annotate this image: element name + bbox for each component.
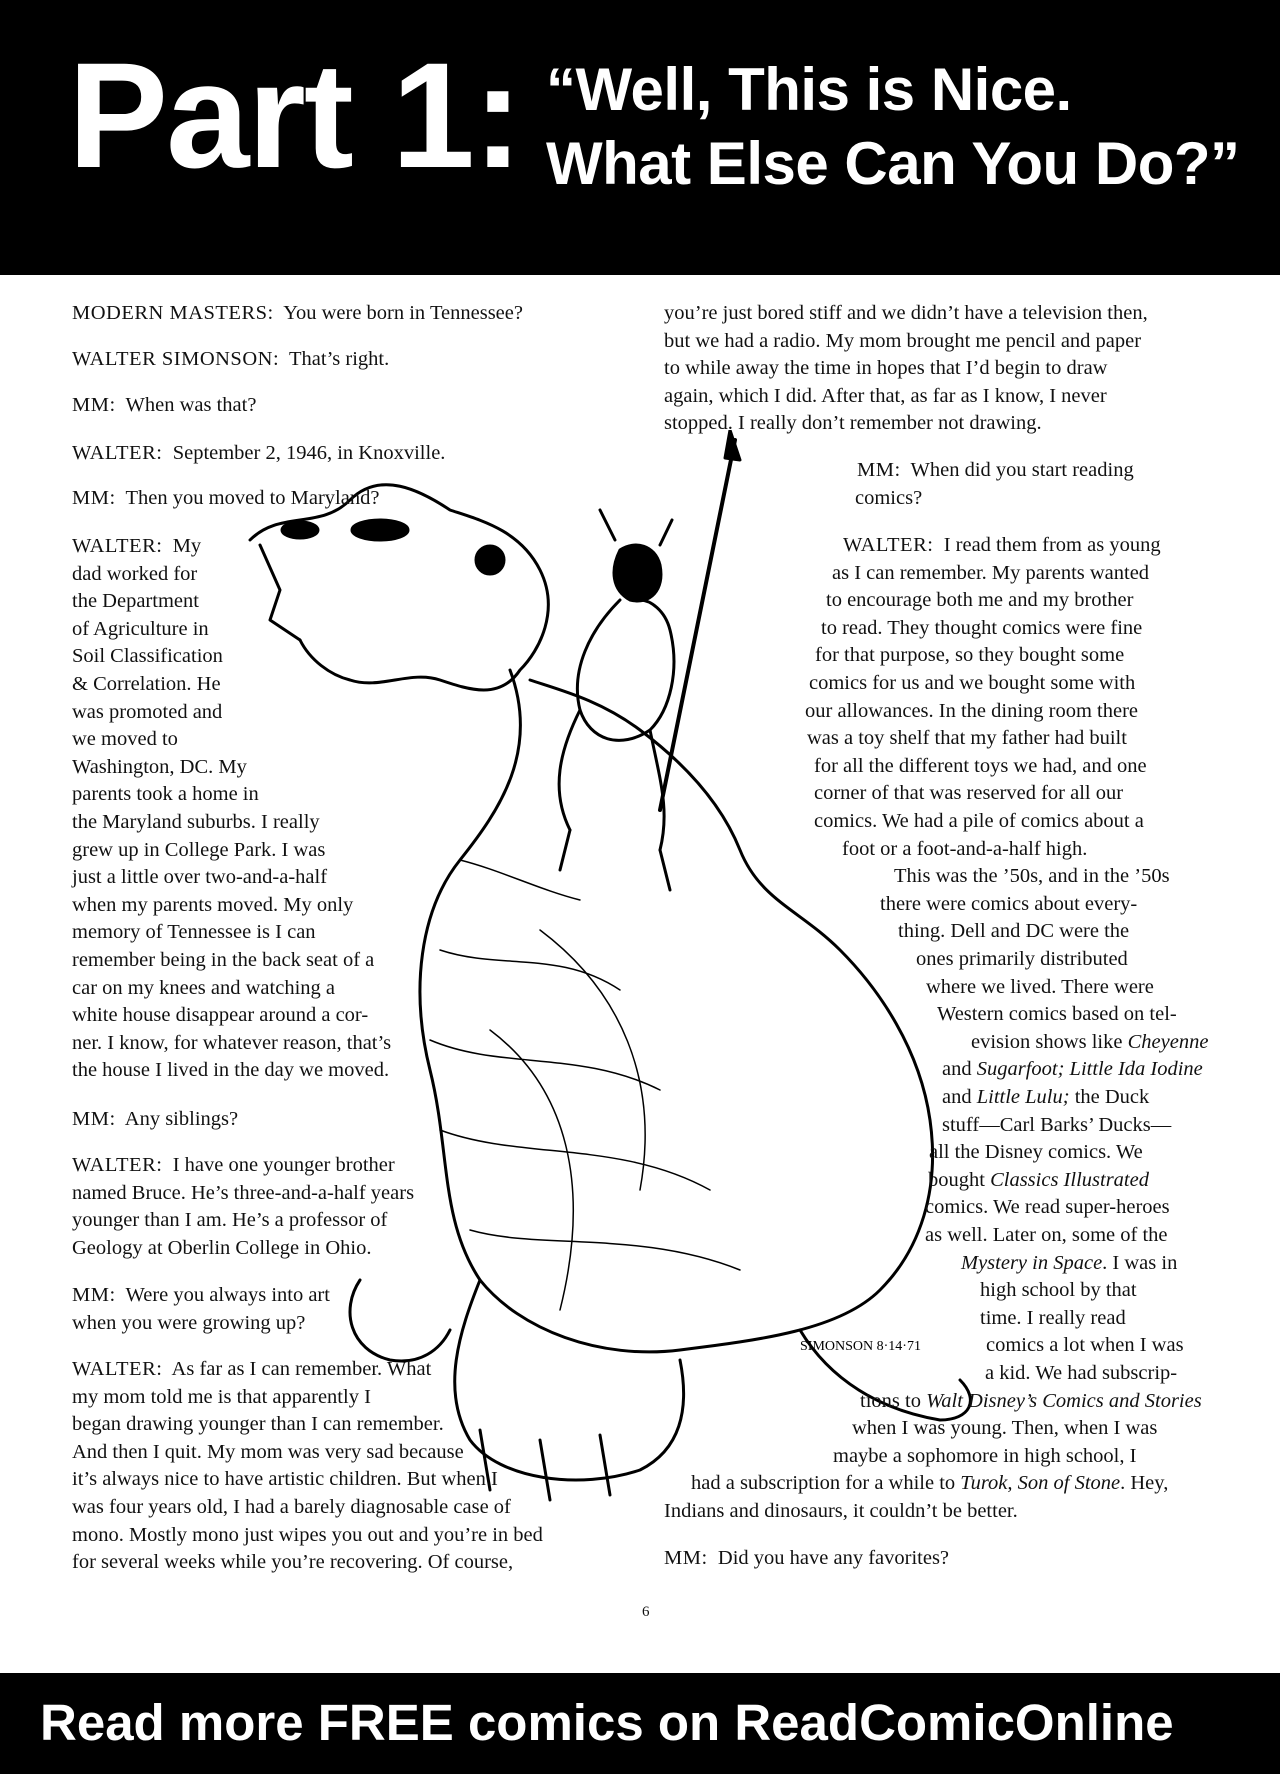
text-line xyxy=(72,1106,238,1133)
text-segment: and xyxy=(942,1058,977,1081)
text-line xyxy=(814,808,1144,835)
text-line xyxy=(72,1549,513,1576)
text-segment: and xyxy=(942,1086,977,1108)
text-segment: but we had a radio. My mom brought me pencil and paper xyxy=(664,329,1142,352)
text-segment: bought xyxy=(928,1168,991,1191)
text-segment: memory of Tennessee is I can xyxy=(72,921,316,944)
text-line xyxy=(843,532,1161,559)
text-segment: & Correlation. He xyxy=(72,673,221,695)
text-segment: stopped. I really don’t remember not drawing. xyxy=(664,412,1042,435)
page-number: 6 xyxy=(642,1604,650,1620)
text-line xyxy=(72,837,325,864)
text-line xyxy=(72,588,199,615)
text-segment: when my parents moved. My only xyxy=(72,893,354,916)
text-segment: car on my knees and watching a xyxy=(72,976,335,999)
text-line xyxy=(72,1411,444,1438)
text-segment: comics for us and we bought some with xyxy=(809,672,1136,694)
speaker-label: WALTER: xyxy=(72,535,163,557)
text-segment: Were you always into art xyxy=(115,1284,330,1306)
text-line xyxy=(986,1332,1184,1359)
italic-title: Cheyenne xyxy=(1127,1030,1209,1053)
speaker-label: WALTER: xyxy=(843,534,934,556)
text-segment: named Bruce. He’s three-and-a-half years xyxy=(72,1181,415,1204)
text-segment: the Maryland suburbs. I really xyxy=(72,811,320,833)
text-line xyxy=(942,1112,1171,1139)
text-segment: the Duck xyxy=(1069,1086,1150,1108)
text-segment: I read them from as young xyxy=(933,534,1161,556)
text-segment: As far as I can remember. What xyxy=(162,1358,432,1380)
text-line xyxy=(72,533,201,560)
text-line xyxy=(72,1152,395,1179)
text-segment: time. I really read xyxy=(980,1306,1126,1329)
text-line xyxy=(880,891,1137,918)
text-line xyxy=(916,946,1128,973)
text-line xyxy=(72,1282,330,1309)
text-segment: when you were growing up? xyxy=(72,1311,306,1334)
speaker-label: MM: xyxy=(857,459,901,481)
speaker-label: MODERN MASTERS: xyxy=(72,302,274,324)
text-line xyxy=(72,975,335,1002)
text-segment: white house disappear around a cor- xyxy=(72,1004,369,1027)
text-segment: high school by that xyxy=(980,1279,1137,1302)
text-segment: remember being in the back seat of a xyxy=(72,949,375,971)
italic-title: Turok, Son of Stone xyxy=(960,1472,1121,1495)
text-line xyxy=(72,1310,305,1337)
text-line xyxy=(72,1207,387,1234)
text-segment: corner of that was reserved for all our xyxy=(814,782,1124,805)
text-line xyxy=(985,1360,1177,1387)
text-segment: Geology at Oberlin College in Ohio. xyxy=(72,1236,372,1259)
text-line xyxy=(664,1498,1018,1525)
text-segment: for that purpose, so they bought some xyxy=(815,644,1125,667)
text-line xyxy=(961,1250,1177,1277)
text-segment: comics a lot when I was xyxy=(986,1334,1184,1357)
text-line xyxy=(971,1029,1208,1056)
text-segment: Western comics based on tel- xyxy=(937,1003,1177,1026)
text-line xyxy=(72,781,259,808)
text-line xyxy=(894,863,1170,890)
speaker-label: WALTER SIMONSON: xyxy=(72,348,280,370)
text-line xyxy=(72,616,209,643)
text-segment: When did you start reading xyxy=(900,459,1134,481)
text-segment: mono. Mostly mono just wipes you out and you’re in bed xyxy=(72,1523,543,1546)
text-line xyxy=(929,1139,1143,1166)
text-line xyxy=(805,698,1138,725)
artist-signature: SIMONSON 8·14·71 xyxy=(800,1339,921,1354)
speaker-label: MM: xyxy=(664,1547,708,1569)
italic-title: Little Lulu; xyxy=(976,1086,1070,1108)
text-segment: we moved to xyxy=(72,728,178,751)
text-segment: This was the ’50s, and in the ’50s xyxy=(894,865,1170,888)
text-line xyxy=(72,1356,431,1383)
text-segment: our allowances. In the dining room there xyxy=(805,699,1139,722)
text-segment: when I was young. Then, when I was xyxy=(852,1417,1158,1440)
text-segment: my mom told me is that apparently I xyxy=(72,1385,371,1408)
text-line xyxy=(832,560,1149,587)
text-segment: thing. Dell and DC were the xyxy=(898,920,1130,943)
text-line xyxy=(937,1001,1177,1028)
text-segment: again, which I did. After that, as far as I know, I never xyxy=(664,384,1107,407)
text-segment: Indians and dinosaurs, it couldn’t be better. xyxy=(664,1500,1018,1522)
text-line xyxy=(72,485,379,512)
text-line xyxy=(925,1194,1170,1221)
speaker-label: MM: xyxy=(72,1108,116,1130)
text-line xyxy=(814,753,1147,780)
text-segment: evision shows like xyxy=(971,1030,1128,1053)
text-line xyxy=(72,699,222,726)
text-line xyxy=(942,1056,1203,1083)
speaker-label: MM: xyxy=(72,487,116,509)
text-segment: younger than I am. He’s a professor of xyxy=(72,1209,388,1232)
text-segment: And then I quit. My mom was very sad because xyxy=(72,1440,464,1463)
text-line xyxy=(72,892,353,919)
speaker-label: WALTER: xyxy=(72,1154,163,1176)
text-line xyxy=(72,1235,371,1262)
part-label: Part 1: xyxy=(68,31,521,199)
text-line xyxy=(826,587,1133,614)
text-segment: Soil Classification xyxy=(72,645,223,668)
text-segment: ones primarily distributed xyxy=(916,948,1128,970)
text-segment: I have one younger brother xyxy=(162,1154,395,1176)
text-line xyxy=(72,754,247,781)
text-segment: was promoted and xyxy=(72,700,223,723)
text-line xyxy=(857,457,1134,484)
text-segment: the house I lived in the day we moved. xyxy=(72,1059,390,1082)
speaker-label: WALTER: xyxy=(72,442,163,464)
italic-title: Mystery in Space xyxy=(961,1251,1103,1274)
text-segment: comics? xyxy=(855,486,923,509)
text-line xyxy=(691,1470,1168,1497)
text-segment: When was that? xyxy=(115,394,257,416)
text-segment: comics. We read super-heroes xyxy=(925,1196,1170,1219)
text-segment: Did you have any favorites? xyxy=(707,1547,950,1569)
text-line xyxy=(72,440,445,467)
text-segment: as I can remember. My parents wanted xyxy=(832,561,1150,584)
italic-title: Walt Disney’s Comics and Stories xyxy=(926,1389,1202,1412)
text-segment: was a toy shelf that my father had built xyxy=(807,727,1127,750)
text-segment: a kid. We had subscrip- xyxy=(985,1362,1178,1384)
text-line xyxy=(664,328,1141,355)
text-line xyxy=(72,1522,543,1549)
text-line xyxy=(72,1439,464,1466)
chapter-subtitle-line1: “Well, This is Nice. xyxy=(546,56,1072,123)
text-line xyxy=(898,918,1129,945)
text-segment: maybe a sophomore in high school, I xyxy=(833,1444,1137,1467)
text-line xyxy=(928,1167,1149,1194)
text-line xyxy=(72,1466,498,1493)
text-line xyxy=(72,300,523,327)
text-line xyxy=(72,726,178,753)
text-line xyxy=(942,1084,1149,1111)
text-line xyxy=(72,947,374,974)
text-segment: grew up in College Park. I was xyxy=(72,838,326,861)
chapter-subtitle-line2: What Else Can You Do?” xyxy=(546,130,1240,197)
text-line xyxy=(72,809,320,836)
text-line xyxy=(821,615,1142,642)
text-segment: . I was in xyxy=(1102,1251,1178,1274)
text-segment: September 2, 1946, in Knoxville. xyxy=(162,442,446,464)
promo-footer-text: Read more FREE comics on ReadComicOnline xyxy=(40,1694,1174,1751)
text-segment: to encourage both me and my brother xyxy=(826,589,1134,612)
text-line xyxy=(72,561,197,588)
text-segment: Then you moved to Maryland? xyxy=(115,487,380,509)
text-line xyxy=(72,1002,368,1029)
text-segment: began drawing younger than I can remember. xyxy=(72,1413,444,1436)
text-segment: of Agriculture in xyxy=(72,617,209,640)
text-segment: just a little over two-and-a-half xyxy=(72,866,328,889)
text-line xyxy=(833,1443,1136,1470)
text-line xyxy=(72,919,316,946)
text-line xyxy=(807,725,1127,752)
text-segment: Any siblings? xyxy=(115,1108,239,1130)
text-segment: dad worked for xyxy=(72,562,198,585)
text-line xyxy=(814,780,1123,807)
text-segment: comics. We had a pile of comics about a xyxy=(814,810,1144,832)
text-line xyxy=(980,1277,1137,1304)
text-line xyxy=(860,1388,1202,1415)
text-line xyxy=(72,643,223,670)
text-line xyxy=(72,864,327,891)
text-line xyxy=(664,1545,949,1572)
text-line xyxy=(809,670,1135,697)
text-segment: the Department xyxy=(72,590,199,613)
text-segment: parents took a home in xyxy=(72,783,259,806)
text-segment: as well. Later on, some of the xyxy=(925,1224,1168,1246)
text-segment: My xyxy=(162,535,202,557)
text-line xyxy=(72,1057,389,1084)
italic-title: Sugarfoot; Little Ida Iodine xyxy=(976,1058,1203,1081)
speaker-label: WALTER: xyxy=(72,1358,163,1380)
text-line xyxy=(925,1222,1168,1249)
text-segment: Washington, DC. My xyxy=(72,755,247,778)
text-segment: . Hey, xyxy=(1120,1472,1169,1495)
text-line xyxy=(72,392,256,419)
text-line xyxy=(72,1180,414,1207)
text-line xyxy=(855,485,922,512)
text-segment: it’s always nice to have artistic children. But when I xyxy=(72,1468,498,1491)
text-line xyxy=(72,1030,391,1057)
text-segment: where we lived. There were xyxy=(926,975,1154,998)
chapter-header xyxy=(0,0,1280,275)
speaker-label: MM: xyxy=(72,394,116,416)
text-segment: you’re just bored stiff and we didn’t have a television then, xyxy=(664,302,1148,324)
italic-title: Classics Illustrated xyxy=(990,1168,1149,1191)
text-segment: all the Disney comics. We xyxy=(929,1141,1143,1164)
text-segment: stuff—Carl Barks’ Ducks— xyxy=(942,1113,1172,1136)
text-line xyxy=(72,346,389,373)
text-line xyxy=(842,836,1087,863)
promo-footer-banner xyxy=(0,1673,1280,1774)
text-line xyxy=(815,642,1124,669)
text-line xyxy=(664,410,1042,437)
text-segment: was four years old, I had a barely diagnosable case of xyxy=(72,1496,511,1518)
text-line xyxy=(664,355,1107,382)
speaker-label: MM: xyxy=(72,1284,116,1306)
text-line xyxy=(72,671,221,698)
text-segment: for several weeks while you’re recovering. Of course, xyxy=(72,1551,514,1574)
text-line xyxy=(72,1494,511,1521)
text-segment: That’s right. xyxy=(279,348,390,370)
text-segment: there were comics about every- xyxy=(880,892,1138,915)
text-line xyxy=(664,383,1107,410)
text-line xyxy=(664,300,1148,327)
text-line xyxy=(926,974,1154,1001)
text-segment: foot or a foot-and-a-half high. xyxy=(842,837,1088,860)
text-segment: for all the different toys we had, and one xyxy=(814,754,1147,777)
text-segment: to read. They thought comics were fine xyxy=(821,616,1143,639)
text-segment: You were born in Tennessee? xyxy=(273,302,523,324)
text-segment: had a subscription for a while to xyxy=(691,1472,961,1495)
text-segment: to while away the time in hopes that I’d begin to draw xyxy=(664,357,1108,380)
text-line xyxy=(852,1415,1157,1442)
text-segment: ner. I know, for whatever reason, that’s xyxy=(72,1031,392,1054)
text-line xyxy=(980,1305,1126,1332)
text-segment: tions to xyxy=(860,1389,927,1412)
text-line xyxy=(72,1384,371,1411)
